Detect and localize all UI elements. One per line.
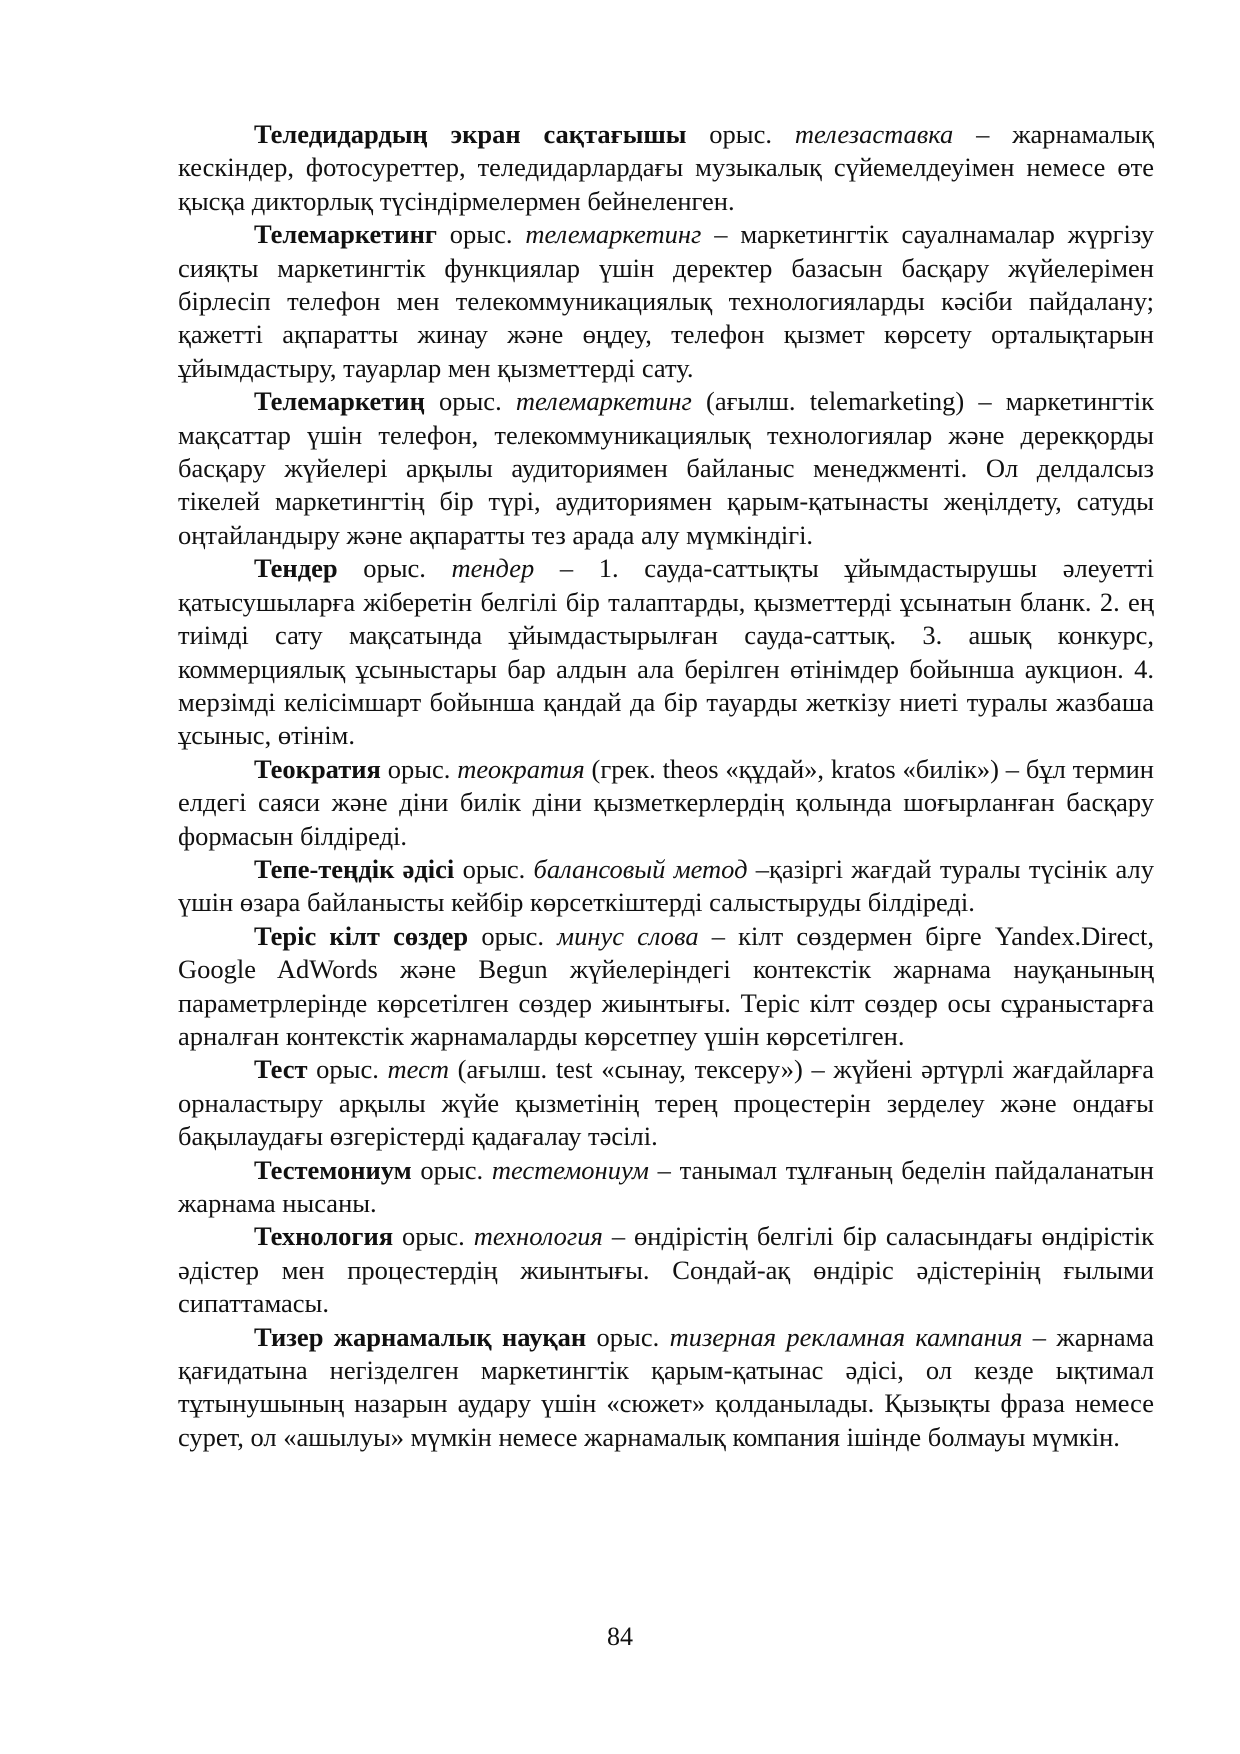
glossary-entry: [178, 853, 1154, 920]
entry-definition: – кілт сөздермен бірге Yandex.Direct, Google AdWords және Begun жүйелеріндегі контекстік жарнама науқанының параметрлерінде көрсетілген сөздер жиынтығы. Теріс кілт сөздер осы сұраныстарға арналған контекстік жарнамаларды көрсетпеу үшін көрсетілген.: [178, 920, 1155, 1051]
entry-definition: – жарнамалық кескіндер, фотосуреттер, теледидарлардағы музыкалық сүйемелдеуімен немесе өте қысқа дикторлық түсіндірмелермен бейнеленген.: [178, 119, 1154, 216]
glossary-entry: [178, 753, 1154, 853]
entry-definition: – танымал тұлғаның беделін пайдаланатын жарнама нысаны.: [178, 1154, 1154, 1218]
entry-russian-term: балансовый метод: [533, 853, 748, 884]
entry-term: Тест: [254, 1054, 308, 1085]
entry-russian-term: тест: [387, 1054, 449, 1085]
entry-lang-label: орыс.: [686, 119, 795, 149]
entry-lang-label: орыс.: [307, 1054, 388, 1085]
entry-term: Телемаркетиң: [254, 386, 425, 417]
entry-definition: (грек. theos «құдай», kratos «билік») – бұл термин елдегі саяси және діни билік діни қызметкерлердің қолында шоғырланған басқару формасын білдіреді.: [178, 753, 1154, 851]
glossary-entry: [178, 552, 1154, 752]
entry-lang-label: орыс.: [436, 219, 526, 250]
page-number: 84: [607, 1622, 633, 1651]
entry-term: Телемаркетинг: [254, 219, 437, 250]
entry-definition: – өндірістің белгілі бір саласындағы өндірістік әдістер мен процестердің жиынтығы. Сондай-ақ өндіріс әдістерінің ғылыми сипаттамасы.: [178, 1221, 1155, 1319]
entry-term: Теріс кілт сөздер: [254, 920, 469, 951]
entry-russian-term: тизерная рекламная кампания: [669, 1321, 1023, 1352]
entry-term: Теократия: [254, 753, 381, 784]
entry-lang-label: орыс.: [468, 920, 558, 951]
entry-russian-term: теократия: [457, 753, 585, 784]
entry-russian-term: тестемониум: [491, 1154, 649, 1185]
entry-term: Тепе-теңдік әдісі: [254, 853, 455, 884]
entry-russian-term: минус слова: [557, 920, 699, 951]
glossary-entry: [178, 118, 1154, 218]
entry-term: Тендер: [254, 553, 338, 584]
entry-term: Тестемониум: [254, 1154, 412, 1185]
entry-russian-term: телемаркетинг: [515, 386, 692, 417]
entry-russian-term: технология: [473, 1221, 603, 1252]
glossary-entry: [178, 385, 1154, 552]
entry-term: Тизер жарнамалық науқан: [254, 1321, 587, 1352]
entry-definition: – жарнама қағидатына негізделген маркетингтік қарым-қатынас әдісі, ол кезде ықтимал тұтынушының назарын аудару үшін «сюжет» қолданылады. Қызықты фраза немесе сурет, ол «ашылуы» мүмкін немесе жарнамалық компания ішінде болмауы мүмкін.: [178, 1321, 1155, 1452]
entry-definition: –қазіргі жағдай туралы түсінік алу үшін өзара байланысты кейбір көрсеткіштерді салыстыруды білдіреді.: [178, 853, 1154, 918]
entry-lang-label: орыс.: [411, 1154, 492, 1185]
glossary-entry: [178, 218, 1154, 385]
entry-lang-label: орыс.: [337, 553, 452, 584]
entry-term: Теледидардың экран сақтағышы: [254, 119, 687, 149]
glossary-entry: [178, 1220, 1154, 1320]
entry-russian-term: тендер: [451, 553, 535, 584]
glossary-page: [178, 118, 1154, 1454]
entry-lang-label: орыс.: [454, 853, 534, 884]
entry-definition: – маркетингтік сауалнамалар жүргізу сияқты маркетингтік функциялар үшін деректер базасын басқару жүйелерімен бірлесіп телефон мен телекоммуникациялық технологияларды кәсіби пайдалану; қажетті ақпаратты жинау және өңдеу, телефон қызмет көрсету орталықтарын ұйымдастыру, тауарлар мен қызметтерді сату.: [178, 219, 1154, 383]
glossary-entry: [178, 920, 1154, 1054]
glossary-entry: [178, 1154, 1154, 1221]
glossary-entry: [178, 1321, 1154, 1455]
entry-definition: (ағылш. telemarketing) – маркетингтік мақсаттар үшін телефон, телекоммуникациялық технологиялар және дерекқорды басқару жүйелері арқылы аудиториямен байланыс менеджменті. Ол делдалсыз тікелей маркетингтің бір түрі, аудиториямен қарым-қатынасты жеңілдету, сатуды оңтайландыру және ақпаратты тез арада алу мүмкіндігі.: [178, 386, 1154, 550]
entry-lang-label: орыс.: [380, 753, 458, 784]
entry-russian-term: телезаставка: [794, 119, 954, 149]
entry-lang-label: орыс.: [586, 1321, 670, 1352]
entry-definition: – 1. сауда-саттықты ұйымдастырушы әлеуетті қатысушыларға жіберетін белгілі бір талаптарды, қызметтерді ұсынатын бланк. 2. ең тиімді сату мақсатында ұйымдастырылған сауда-саттық. 3. ашық конкурс, коммерциялық ұсыныстары бар алдын ала берілген өтінімдер бойынша аукцион. 4. мерзімді келісімшарт бойынша қандай да бір тауарды жеткізу ниеті туралы жазбаша ұсыныс, өтінім.: [178, 553, 1154, 751]
entry-russian-term: телемаркетинг: [525, 219, 702, 250]
entry-lang-label: орыс.: [393, 1221, 474, 1252]
entry-term: Технология: [254, 1221, 394, 1252]
entry-definition: (ағылш. test «сынау, тексеру») – жүйені әртүрлі жағдайларға орналастыру арқылы жүйе қызметінің терең процестерін зерделеу және ондағы бақылаудағы өзгерістерді қадағалау тәсілі.: [178, 1054, 1154, 1152]
entry-lang-label: орыс.: [424, 386, 516, 417]
glossary-entry: [178, 1053, 1154, 1153]
